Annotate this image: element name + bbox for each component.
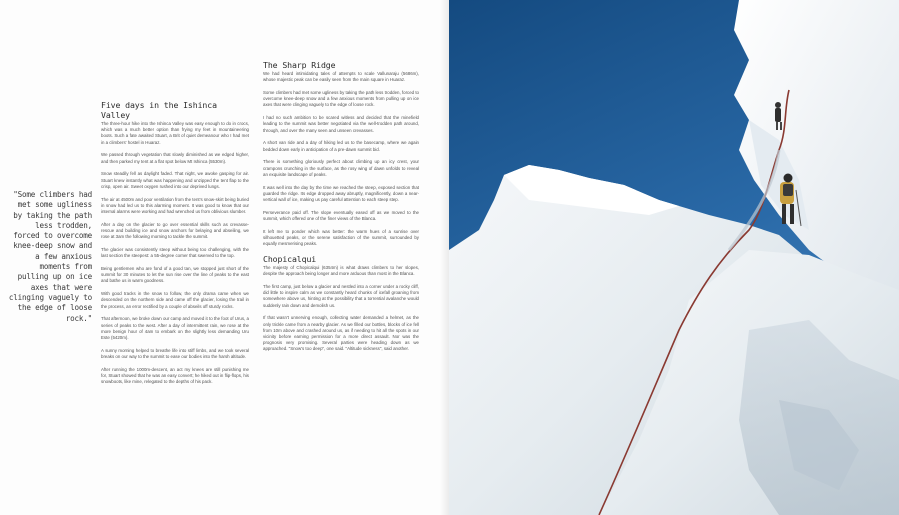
paragraph: There is something gloriously perfect about climbing up an icy crest, your crampons crunching in the surface, as the rosy wing of dawn unfolds to reveal an exquisite landscape of peaks. (263, 159, 419, 177)
paragraph: After running the 1000m-descent, an act my knees are still punishing me for, Stuart showed that he was an easy convert; he hiked out in flip-flops, his snowboots, like mine, relegated to the depths of his pack. (101, 366, 249, 385)
section-heading-chopicalqui: Chopicalqui (263, 254, 317, 265)
text-page (0, 0, 449, 515)
paragraph: Snow steadily fell as daylight faded. That night, we awoke gasping for air. Stuart knew instantly what was happening and unzipped the tent flap to the crisp, open air. Sweet oxygen rushed into our deprived lungs. (101, 171, 249, 189)
paragraph: The glacier was consistently steep without being too challenging, with the last section the steepest: a 55-degree corner that swerved to the top. (101, 247, 249, 259)
paragraph: With good tracks in the snow to follow, the only drama came when we descended on the northern side and came off the glacier, losing the trail in the process, an error rectified by a couple of abseils off sturdy rocks. (101, 291, 249, 309)
paragraph: A sunny morning helped to breathe life into stiff limbs, and we took several breaks on our way to the summit to ease our bodies into the harsh altitude. (101, 347, 249, 360)
column-left (101, 100, 249, 392)
paragraph: We had heard intimidating tales of attempts to scale Vallunaraju (5686m), whose majestic peak can be easily seen from the main square in Huaraz. (263, 71, 419, 83)
paragraph: The majesty of Chopicalqui (6354m) is what draws climbers to her slopes, despite the approach being longer and more arduous than most in the Blanca. (263, 265, 419, 277)
page-gutter (440, 0, 449, 515)
column-right (263, 60, 419, 359)
paragraph: We passed through vegetation that slowly diminished as we edged higher, and then parked my tent at a flat spot below Mt Ishinca (5530m). (101, 152, 249, 164)
paragraph: After a day on the glacier to go over essential skills such as crevasse-rescue and building ice and snow anchors for belaying and abseiling, we rose at 3am the following morning to tackle the summit. (101, 221, 249, 240)
mountain-ridge-photo (449, 0, 899, 515)
paragraph: It left me to ponder which was better: the warm hues of a sunrise over silhouetted peaks, or the serene satisfaction of the summit, surrounded by equally mesmerising peaks. (263, 228, 419, 247)
paragraph: The air at 4500m and poor ventilation from the tent's snow-skirt being buried in snow had led us to this alarming moment. It was good to know that our internal alarms were working and had wrenched us from oblivious slumber. (101, 196, 250, 215)
section-heading-ishinca: Five days in the Ishinca Valley (101, 100, 217, 120)
paragraph: A short van ride and a day of hiking led us to the basecamp, where we again bedded down early in anticipation of a pre-dawn summit bid. (263, 140, 419, 152)
paragraph: Perseverance paid off. The slope eventually eased off as we moved to the summit, which offered one of the finer views of the Blanca. (263, 209, 419, 222)
paragraph: That afternoon, we broke down our camp and moved it to the foot of Urus, a series of peaks to the west. After a day of intermittent rain, we rose at the more benign hour of 4am to embark on the slightly less demanding Uru Este (5420m). (101, 316, 249, 341)
paragraph: Some climbers had met some ugliness by taking the path less trodden, forced to overcome knee-deep snow and a few anxious moments from pulling up on ice axes that were clinging vaguely to the edge of loose rock. (263, 90, 419, 108)
paragraph: The three-hour hike into the Ishinca Valley was easy enough to do in crocs, which was a much better option than frying my feet in mountaineering boots. Such a fate awaited Stuart, a Brit of quiet demeanour who I had met in a climbers' hostel in Huaraz. (101, 121, 249, 145)
pull-quote: "Some climbers had met some ugliness by taking the path less trodden, forced to overcome knee-deep snow and a few anxious moments from pulling up on ice axes that were clinging vaguely to the edge of loose rock." (8, 190, 92, 323)
photo-illustration (449, 0, 899, 515)
paragraph: Being gentlemen who are fond of a good tan, we stopped just short of the summit for 30 minutes to let the sun rise over the line of peaks to the east and bathe us in warm goodness. (101, 266, 249, 284)
paragraph: I had no such ambition to be scared witless and decided that the minefield leading to the summit was better negotiated via the well-trodden path around, through, and over the many seen and unseen crevasses. (263, 115, 419, 133)
section-heading-sharp-ridge: The Sharp Ridge (263, 60, 336, 70)
paragraph: It was well into the day by the time we reached the steep, exposed section that guarded the ridge. Its edge dropped away abruptly, magnificently, down a near-vertical wall of ice, making us pay careful attention to each steep step. (263, 184, 419, 203)
paragraph: The first camp, just below a glacier and nestled into a corner under a rocky cliff, did little to inspire calm as we constantly heard chunks of icefall groaning from somewhere above us, hinting at the possibility that a torrential avalanche would suddenly rain down and demolish us. (263, 284, 419, 308)
paragraph: If that wasn't unnerving enough, collecting water demanded a helmet, as the only trickle came from a nearby glacier. As we filled our bottles, blocks of ice fell from 10m above and crashed around us, as if needing to hit all the spots in our vicinity before earning permission for a more direct assault. Nor was the prognosis very promising. Several parties were heading down as we approached. "Snow's too deep", one said. "Altitude sickness", said another. (263, 315, 419, 352)
